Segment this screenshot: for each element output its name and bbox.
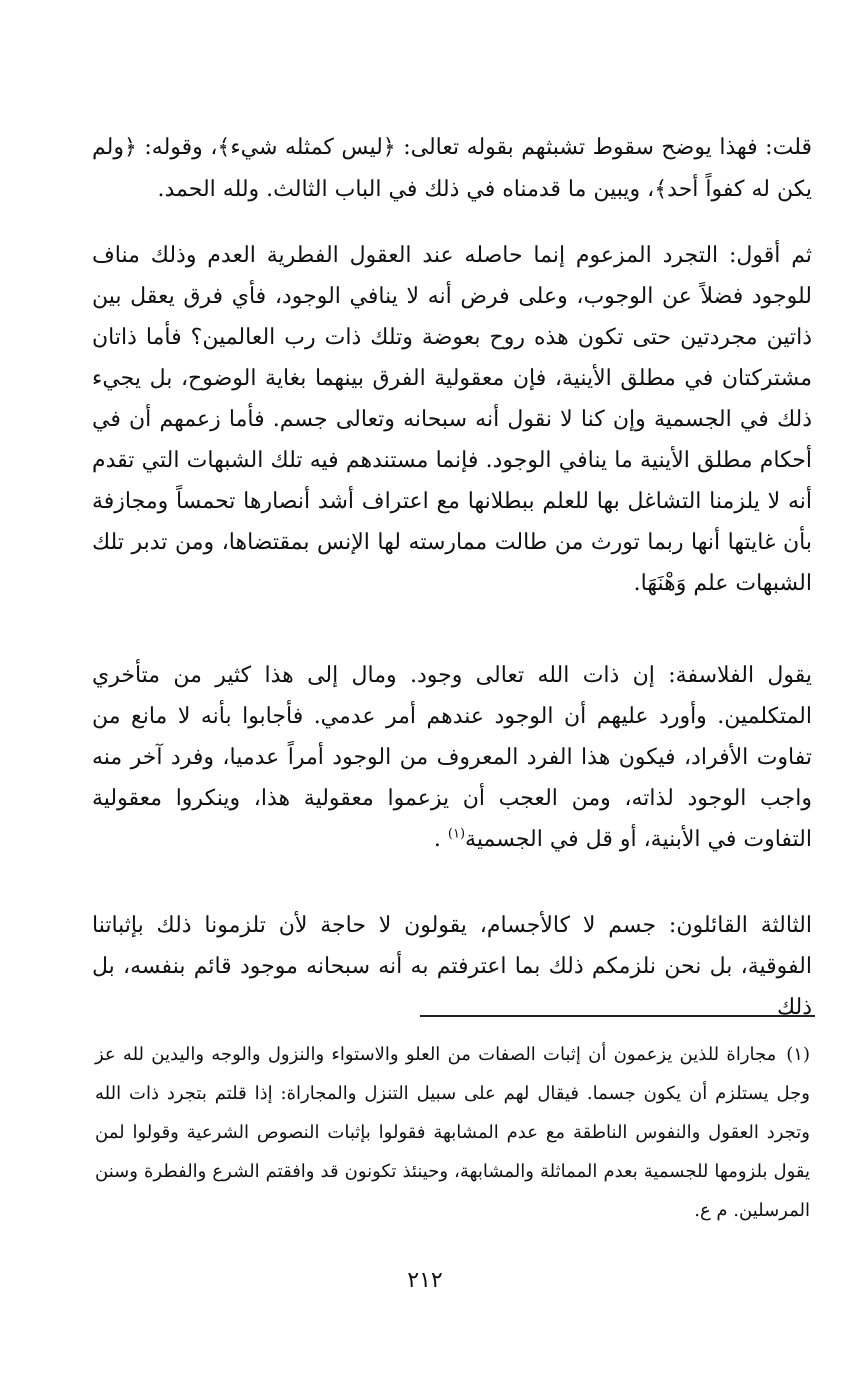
paragraph-3-end: . (433, 827, 441, 852)
paragraph-3-text: يقول الفلاسفة: إن ذات الله تعالى وجود. ومال إلى هذا كثير من متأخري المتكلمين. وأورد عليهم أن الوجود عندهم أمر عدمي. فأجابوا بأنه لا مانع من تفاوت الأفراد، فيكون هذا الفرد المعروف من الوجود أمراً عدميا، وفرد آخر منه واجب الوجود لذاته، ومن العجب أن يزعموا معقولية هذا، وينكروا معقولية التفاوت في الأبنية، أو قل في الجسمية (92, 663, 812, 852)
footnote (95, 1035, 810, 1230)
paragraph-4: الثالثة القائلون: جسم لا كالأجسام، يقولون لا حاجة لأن تلزمونا ذلك بإثباتنا الفوقية، بل نحن نلزمكم ذلك بما اعترفتم به أنه سبحانه موجود قائم بنفسه، بل ذلك (92, 913, 812, 1020)
paragraph-1: قلت: فهذا يوضح سقوط تشبثهم بقوله تعالى: ﴿ليس كمثله شيء﴾، وقوله: ﴿ولم يكن له كفواً أحد﴾، ويبين ما قدمناه في ذلك في الباب الثالث. ولله الحمد. (92, 135, 812, 202)
paragraph-2: ثم أقول: التجرد المزعوم إنما حاصله عند العقول الفطرية العدم وذلك مناف للوجود فضلاً عن الوجوب، وعلى فرض أنه لا ينافي الوجود، فأي فرق يعقل بين ذاتين مجردتين حتى تكون هذه روح بعوضة وتلك ذات رب العالمين؟ فأما ذاتان مشتركتان في مطلق الأينية، فإن معقولية الفرق بينهما بغاية الوضوح، بل يجيء ذلك في الجسمية وإن كنا لا نقول أنه سبحانه وتعالى جسم. فأما زعمهم أن في أحكام مطلق الأينية ما ينافي الوجود. فإنما مستندهم فيه تلك الشبهات التي تقدم أنه لا يلزمنا التشاغل بها للعلم ببطلانها مع اعتراف أشد أنصارها تحمساً ومجازفة بأن غايتها أنها ربما تورث من طالت ممارسته لها الإنس بمقتضاها، ومن تدبر تلك الشبهات علم وَهْنَهَا. (92, 243, 812, 596)
page-number: ٢١٢ (407, 1268, 443, 1293)
footnote-text: مجاراة للذين يزعمون أن إثبات الصفات من العلو والاستواء والنزول والوجه واليدين لله عز وجل يستلزم أن يكون جسما. فيقال لهم على سبيل التنزل والمجاراة: إذا قلتم بتجرد ذات الله وتجرد العقول والنفوس الناطقة مع عدم المشابهة فقولوا بإثبات النصوص الشرعية وقولوا لمن يقول بلزومها للجسمية بعدم المماثلة والمشابهة، وحينئذ تكونون قد وافقتم الشرع والفطرة وسنن المرسلين. م ع. (95, 1044, 810, 1221)
paragraph-3 (92, 655, 812, 860)
footnote-reference[interactable]: (١) (447, 826, 466, 842)
footnote-number: (١) (786, 1044, 810, 1065)
footnote-divider (420, 1015, 815, 1017)
